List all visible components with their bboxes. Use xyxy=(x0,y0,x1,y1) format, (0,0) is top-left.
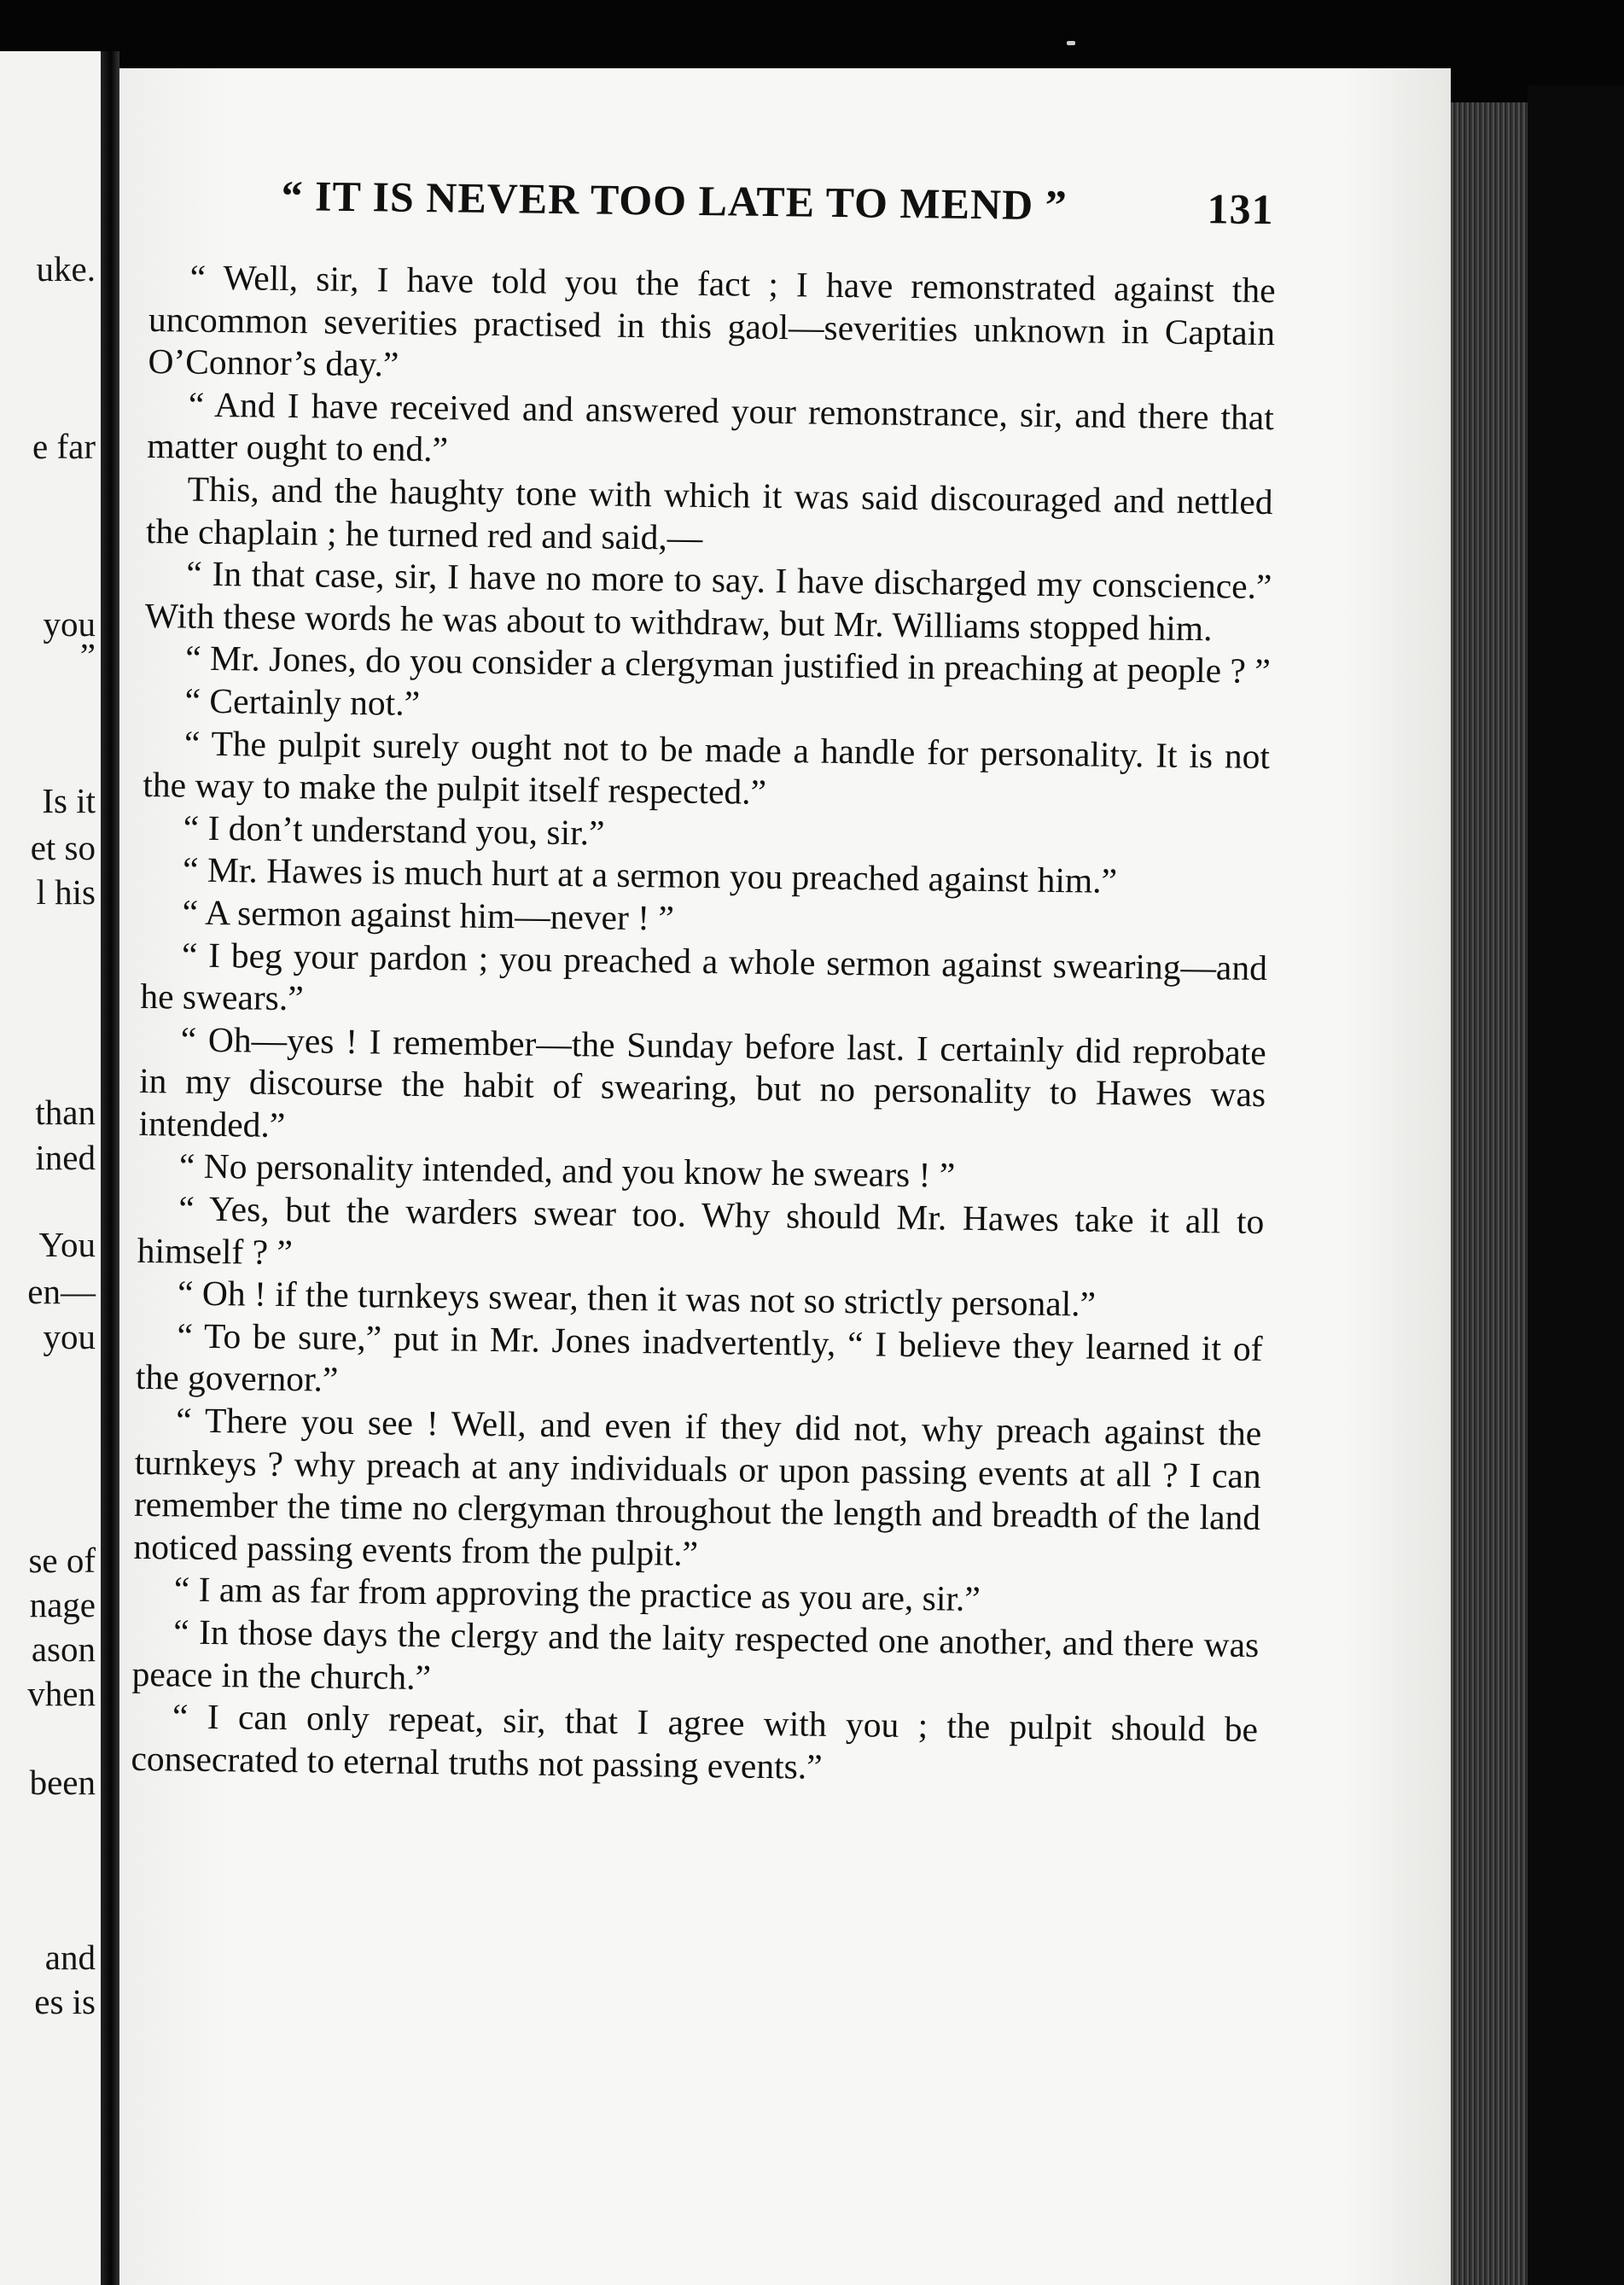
paragraph: “ Yes, but the warders swear too. Why should Mr. Hawes take it all to himself ? ” xyxy=(137,1188,1265,1272)
paragraph: “ In those days the clergy and the laity respected one another, and there was peace in the church.” xyxy=(131,1612,1260,1697)
paragraph: “ Well, sir, I have told you the fact ; I have remonstrated against the uncommon severities practised in this gaol—severities unknown in Captain O’Connor’s day.” xyxy=(148,257,1276,384)
paragraph: “ To be sure,” put in Mr. Jones inadvertently, “ I believe they learned it of the governor.” xyxy=(135,1315,1263,1400)
paragraph: “ Mr. Jones, do you consider a clergyman justified in preaching at people ? ” xyxy=(184,638,1271,691)
book-cover-edge xyxy=(1528,85,1624,2285)
margin-fragment: ” xyxy=(79,636,96,675)
paragraph: “ A sermon against him—never ! ” xyxy=(182,892,675,938)
paragraph: “ I beg your pardon ; you preached a whole sermon against swearing—and he swears.” xyxy=(140,935,1268,1018)
body-text xyxy=(126,256,1276,2131)
paragraph: “ I can only repeat, sir, that I agree with you ; the pulpit should be consecrated to eternal truths not passing events.” xyxy=(131,1696,1259,1787)
paragraph: “ Oh—yes ! I remember—the Sunday before last. I certainly did reprobate in my discourse the habit of swearing, but no personality to Hawes was intended.” xyxy=(138,1019,1266,1145)
margin-fragment: ason xyxy=(31,1629,96,1669)
paragraph: “ Oh ! if the turnkeys swear, then it was not so strictly personal.” xyxy=(177,1273,1097,1324)
margin-fragment: than xyxy=(35,1093,96,1132)
margin-fragment: se of xyxy=(28,1541,96,1580)
page-gutter xyxy=(101,51,119,2285)
page-edges xyxy=(1451,102,1528,2285)
margin-fragment: ined xyxy=(35,1138,96,1177)
paragraph: “ In that case, sir, I have no more to say. I have discharged my conscience.” With these words he was about to withdraw, but Mr. Williams stopped him. xyxy=(144,553,1272,648)
margin-fragment: uke. xyxy=(36,249,96,289)
margin-fragment: l his xyxy=(36,872,96,912)
margin-fragment: nage xyxy=(29,1585,96,1624)
paragraph: “ No personality intended, and you know he swears ! ” xyxy=(178,1145,956,1196)
margin-fragment: es is xyxy=(34,1982,96,2021)
margin-fragment: and xyxy=(44,1938,96,1977)
margin-fragment: Is it xyxy=(42,781,96,820)
left-page-margin-text xyxy=(0,0,101,2285)
margin-fragment: you xyxy=(43,604,96,644)
paragraph: “ I don’t understand you, sir.” xyxy=(183,807,605,853)
paragraph: “ I am as far from approving the practice as you are, sir.” xyxy=(173,1569,981,1619)
scan-speck xyxy=(1067,41,1075,45)
margin-fragment: you xyxy=(43,1317,96,1356)
margin-fragment: been xyxy=(29,1763,96,1802)
paragraph: This, and the haughty tone with which it was said discouraged and nettled the chaplain ; he turned red and said,— xyxy=(145,469,1273,557)
paragraph: “ There you see ! Well, and even if they did not, why preach against the turnkeys ? why preach at any individuals or upon passing events at all ? I can remember the time no clergyman throughout the length and breadth of the land noticed passing events from the pulpit.” xyxy=(133,1400,1262,1573)
paragraph: “ The pulpit surely ought not to be made a handle for personality. It is not the way to make the pulpit itself respected.” xyxy=(143,723,1271,813)
margin-fragment: vhen xyxy=(27,1674,96,1713)
margin-fragment: You xyxy=(38,1225,96,1264)
margin-fragment: en— xyxy=(27,1272,96,1311)
page-number: 131 xyxy=(1207,184,1274,234)
margin-fragment: e far xyxy=(32,427,96,466)
paragraph: “ Mr. Hawes is much hurt at a sermon you preached against him.” xyxy=(182,849,1118,901)
paragraph: “ And I have received and answered your remonstrance, sir, and there that matter ought to end.” xyxy=(147,384,1275,469)
paragraph: “ Certainly not.” xyxy=(184,680,421,723)
margin-fragment: et so xyxy=(30,828,96,867)
running-title: “ IT IS NEVER TOO LATE TO MEND ” xyxy=(281,171,1068,230)
